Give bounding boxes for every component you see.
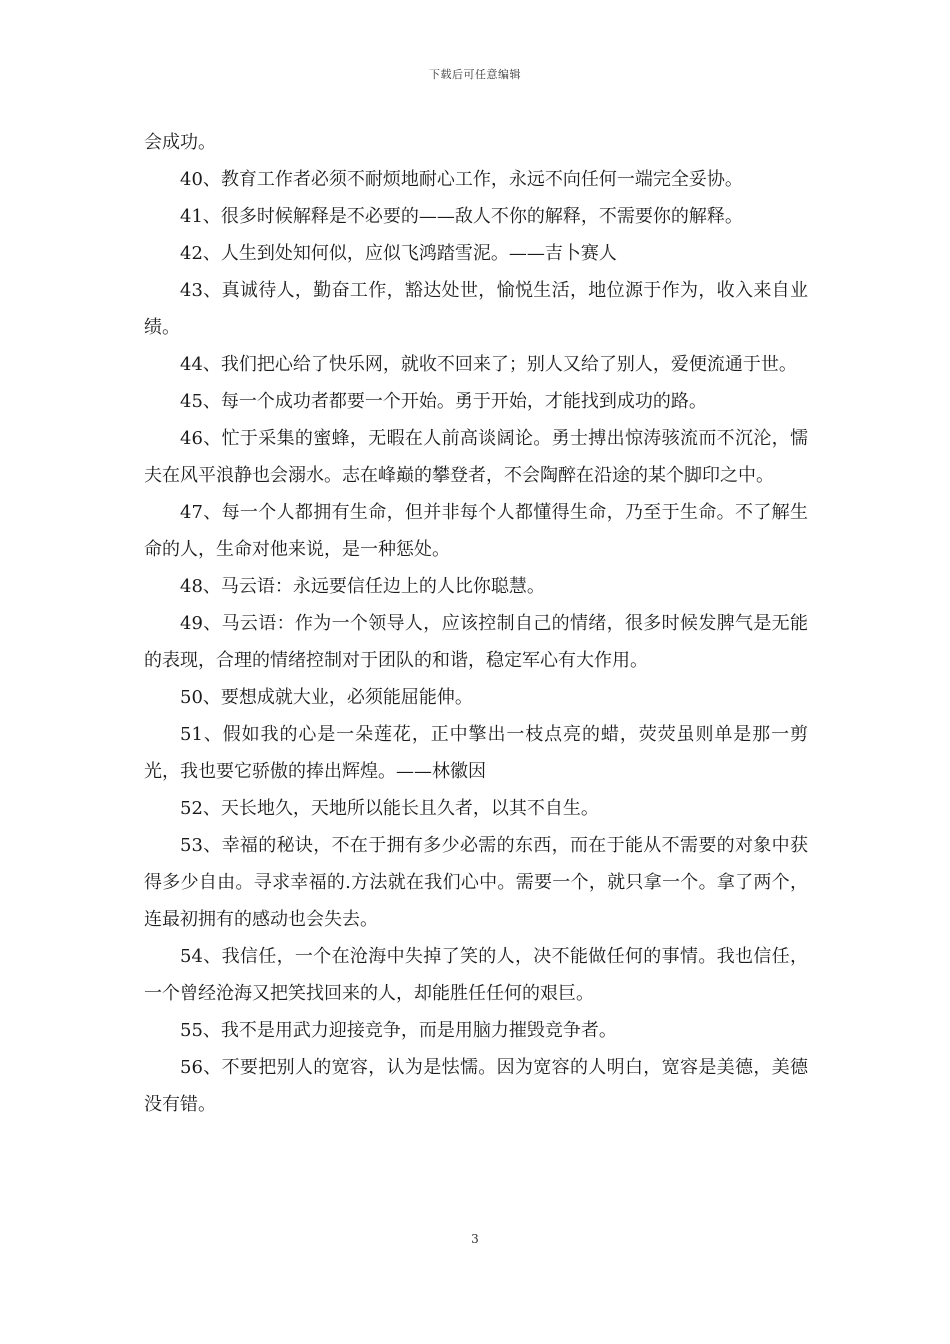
paragraph-47: 47、每一个人都拥有生命，但并非每个人都懂得生命，乃至于生命。不了解生命的人，生命对他来说，是一种惩处。 (144, 502, 808, 560)
paragraph-55: 55、我不是用武力迎接竞争，而是用脑力摧毁竞争者。 (180, 1020, 617, 1041)
paragraph-53: 53、幸福的秘诀，不在于拥有多少必需的东西，而在于能从不需要的对象中获得多少自由。寻求幸福的.方法就在我们心中。需要一个，就只拿一个。拿了两个，连最初拥有的感动也会失去。 (144, 835, 808, 930)
paragraph-48: 48、马云语：永远要信任边上的人比你聪慧。 (180, 576, 545, 597)
paragraph-51: 51、假如我的心是一朵莲花，正中擎出一枝点亮的蜡，荧荧虽则单是那一剪光，我也要它骄傲的捧出辉煌。——林徽因 (144, 724, 808, 782)
paragraph-49: 49、马云语：作为一个领导人，应该控制自己的情绪，很多时候发脾气是无能的表现，合理的情绪控制对于团队的和谐，稳定军心有大作用。 (144, 613, 808, 671)
paragraph-52: 52、天长地久，天地所以能长且久者，以其不自生。 (180, 798, 599, 819)
paragraph-54: 54、我信任，一个在沧海中失掉了笑的人，决不能做任何的事情。我也信任，一个曾经沧海又把笑找回来的人，却能胜任任何的艰巨。 (144, 946, 808, 1004)
page-number: 3 (471, 1232, 479, 1246)
paragraph-44: 44、我们把心给了快乐网，就收不回来了；别人又给了别人，爱便流通于世。 (180, 354, 797, 375)
paragraph-46: 46、忙于采集的蜜蜂，无暇在人前高谈阔论。勇士搏出惊涛骇流而不沉沦，懦夫在风平浪静也会溺水。志在峰巅的攀登者，不会陶醉在沿途的某个脚印之中。 (144, 428, 808, 486)
paragraph-42: 42、人生到处知何似，应似飞鸿踏雪泥。——吉卜赛人 (180, 243, 617, 264)
paragraph-41: 41、很多时候解释是不必要的——敌人不你的解释，不需要你的解释。 (180, 206, 743, 227)
page-header: 下载后可任意编辑 (429, 68, 521, 81)
document-body (144, 124, 808, 1123)
paragraph-56: 56、不要把别人的宽容，认为是怯懦。因为宽容的人明白，宽容是美德，美德没有错。 (144, 1057, 808, 1115)
paragraph-45: 45、每一个成功者都要一个开始。勇于开始，才能找到成功的路。 (180, 391, 707, 412)
paragraph-0: 会成功。 (144, 132, 216, 153)
paragraph-40: 40、教育工作者必须不耐烦地耐心工作，永远不向任何一端完全妥协。 (180, 169, 743, 190)
paragraph-43: 43、真诚待人，勤奋工作，豁达处世，愉悦生活，地位源于作为，收入来自业绩。 (144, 280, 808, 338)
paragraph-50: 50、要想成就大业，必须能屈能伸。 (180, 687, 473, 708)
